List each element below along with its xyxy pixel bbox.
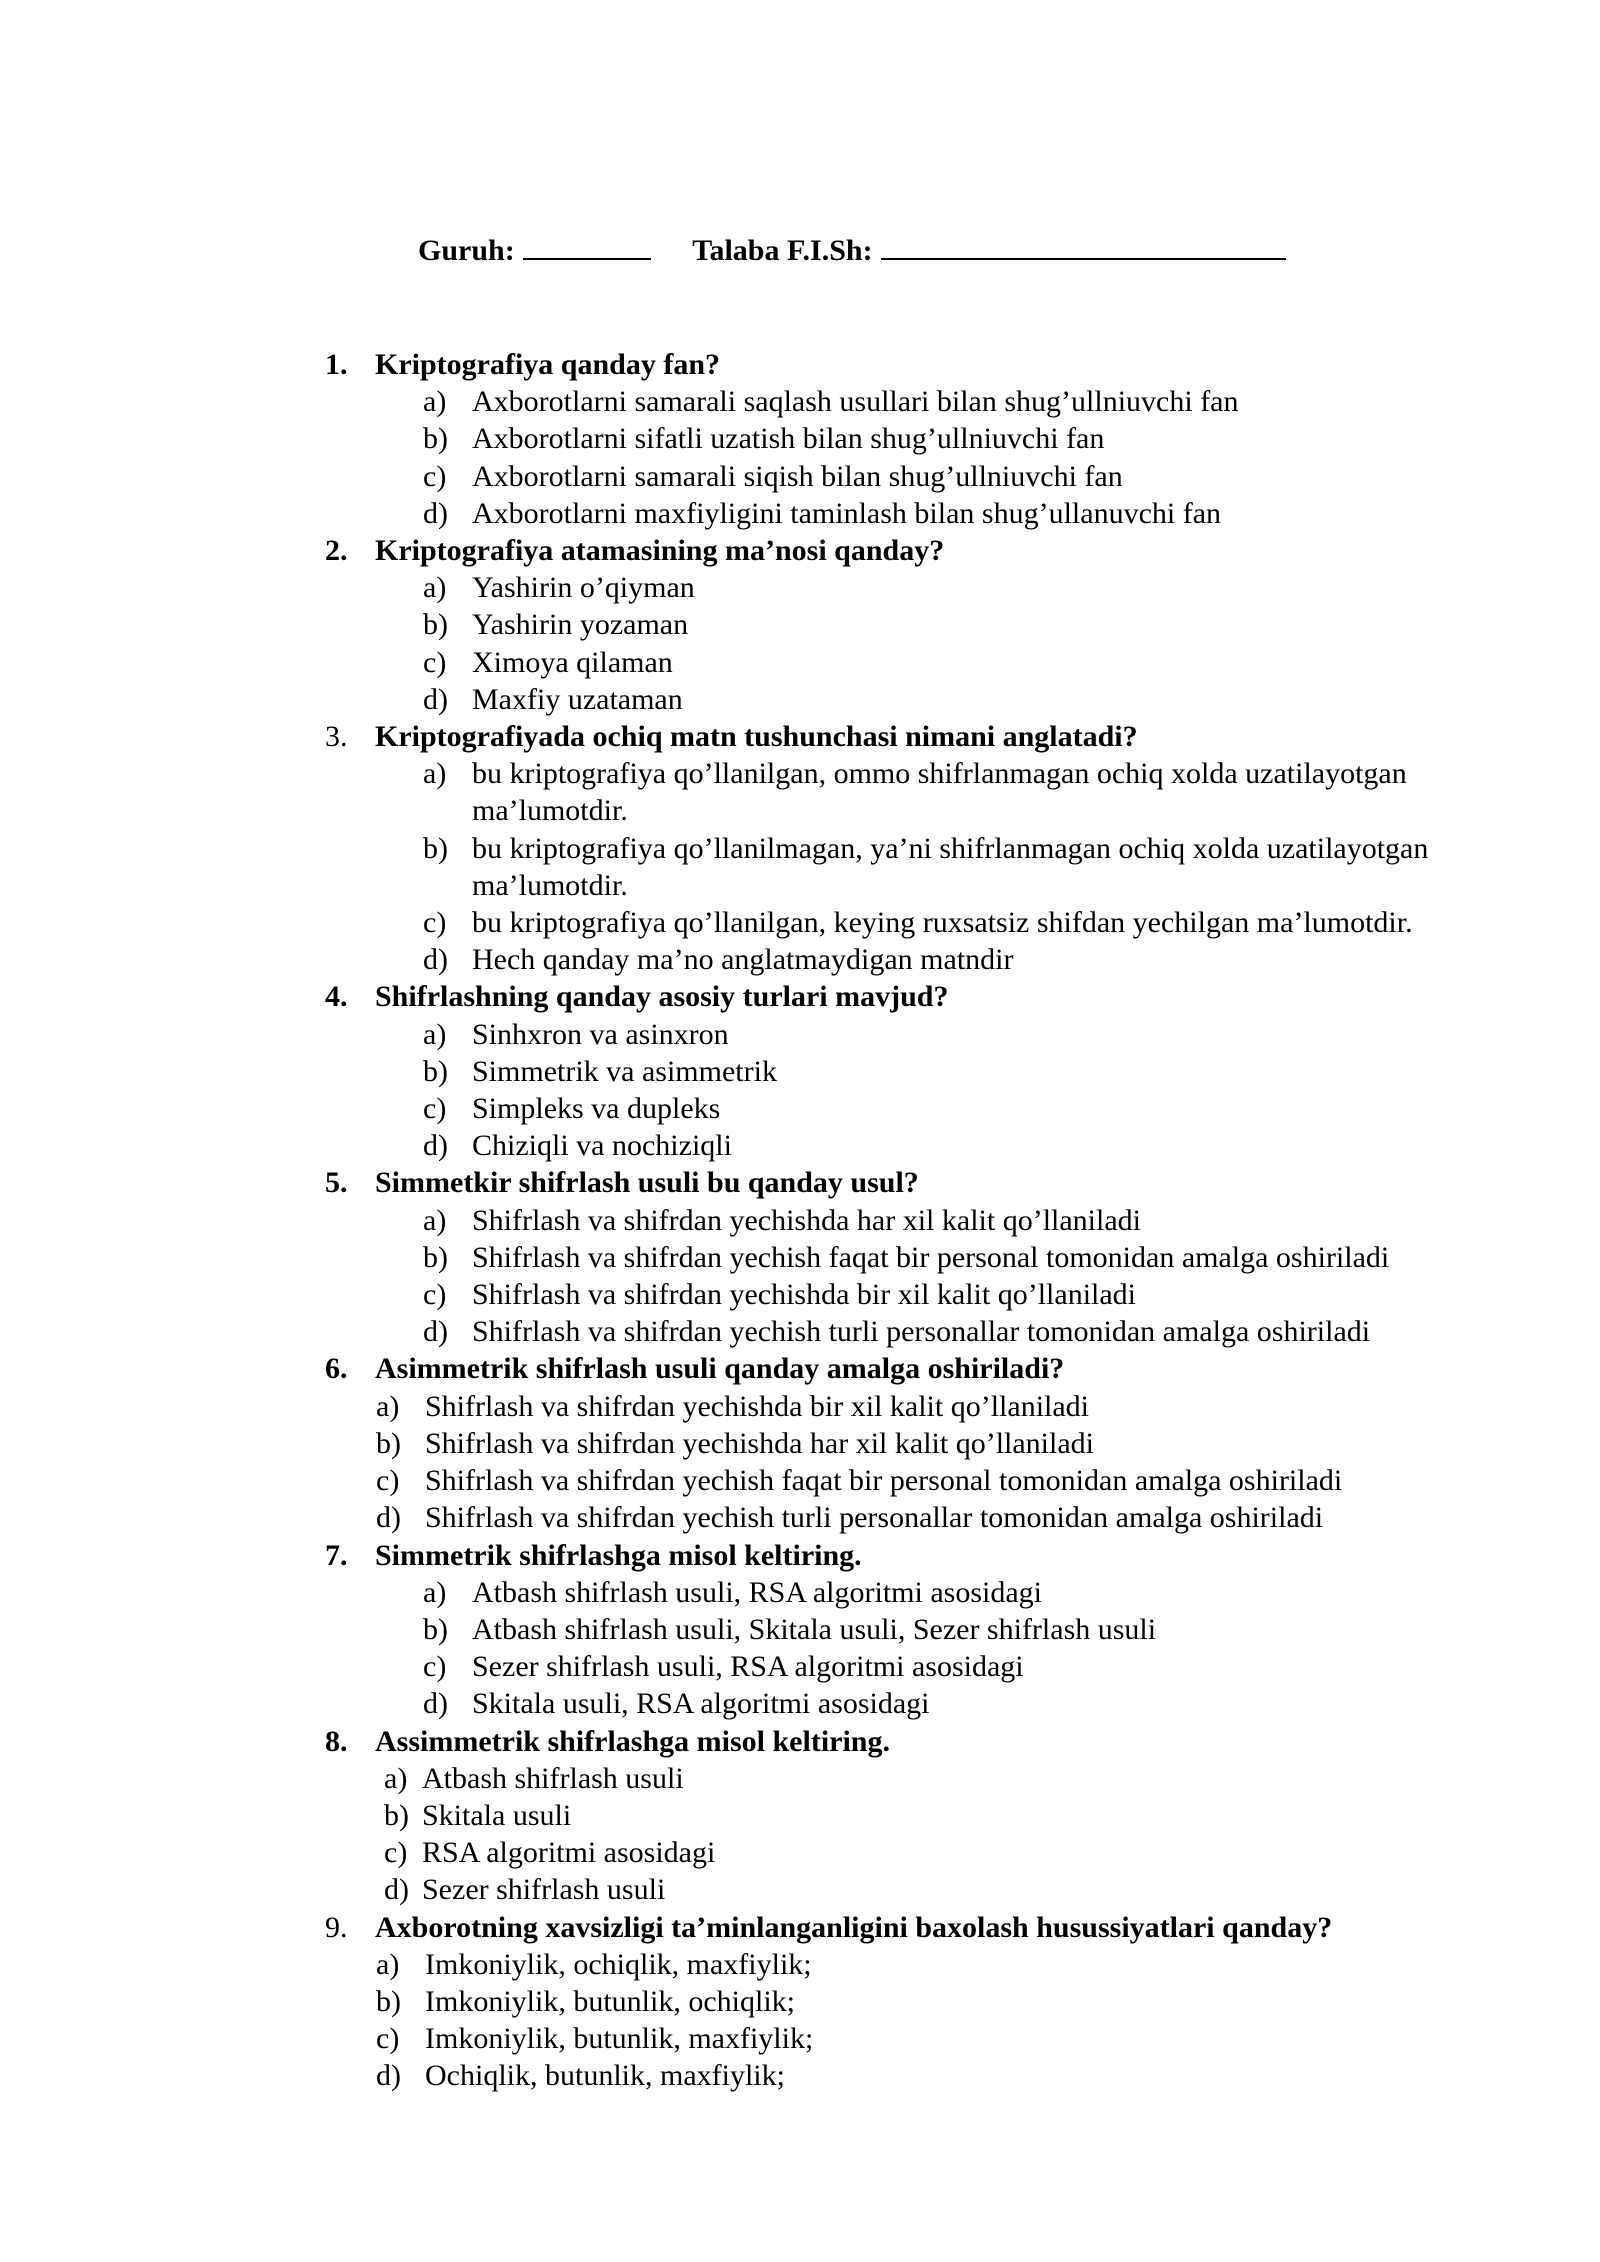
question-text: Simmetkir shifrlash usuli bu qanday usul? [375,1166,919,1200]
option-label: d) [423,943,448,977]
option-text: Imkoniylik, butunlik, maxfiylik; [425,2022,814,2056]
question-text: Kriptografiya atamasining ma’nosi qanday? [375,534,945,568]
question-3 [0,718,1600,755]
question-number: 1. [325,348,348,381]
option-text: Axborotlarni sifatli uzatish bilan shug’ullniuvchi fan [472,422,1105,456]
option-label: b) [423,422,448,456]
group-blank-line[interactable] [523,232,651,260]
question-number: 3. [325,720,348,754]
question-text: Assimmetrik shifrlashga misol keltiring. [375,1724,890,1758]
option-text: Ochiqlik, butunlik, maxfiylik; [425,2059,785,2093]
answer-option[interactable] [0,1499,1600,1536]
quiz-questions [0,346,1600,2095]
option-label: b) [423,831,448,865]
answer-option[interactable] [0,1090,1600,1127]
answer-option[interactable] [0,383,1600,420]
option-label: b) [423,608,448,642]
answer-option[interactable] [0,830,1600,904]
option-text: bu kriptografiya qo’llanilmagan, ya’ni shifrlanmagan ochiq xolda uzatilayotgan ma’lumotdir. [472,831,1429,902]
option-text: Shifrlash va shifrdan yechish faqat bir personal tomonidan amalga oshiriladi [425,1464,1343,1498]
option-label: c) [423,1092,447,1126]
answer-option[interactable] [0,1239,1600,1276]
question-5 [0,1164,1600,1201]
option-label: d) [376,1501,401,1535]
answer-option[interactable] [0,1276,1600,1313]
answer-option[interactable] [0,1946,1600,1983]
student-name-field [692,232,1285,268]
question-9 [0,1909,1600,1946]
option-text: Shifrlash va shifrdan yechishda har xil kalit qo’llaniladi [425,1426,1094,1460]
question-number: 5. [325,1166,348,1200]
answer-option[interactable] [0,1648,1600,1685]
option-label: a) [423,385,447,419]
answer-option[interactable] [0,1127,1600,1164]
option-text: RSA algoritmi asosidagi [422,1836,716,1870]
student-name-label: Talaba F.I.Sh: [692,234,873,267]
option-label: a) [376,1947,400,1981]
option-text: Hech qanday ma’no anglatmaydigan matndir [472,943,1014,977]
option-text: Ximoya qilaman [472,645,673,679]
option-label: d) [423,1687,448,1721]
option-label: a) [423,1017,447,1051]
question-number: 7. [325,1538,348,1572]
question-4 [0,978,1600,1015]
option-label: c) [376,1464,400,1498]
option-label: d) [376,2059,401,2093]
question-6 [0,1350,1600,1387]
option-label: d) [423,682,448,716]
question-text: Asimmetrik shifrlash usuli qanday amalga oshiriladi? [375,1352,1065,1386]
question-number: 6. [325,1352,348,1386]
student-name-blank-line[interactable] [881,232,1286,260]
answer-option[interactable] [0,1611,1600,1648]
option-label: a) [376,1389,400,1423]
answer-option[interactable] [0,1313,1600,1350]
option-label: d) [423,496,448,530]
answer-option[interactable] [0,1797,1600,1834]
question-text: Axborotning xavsizligi ta’minlanganligini baxolash husussiyatlari qanday? [375,1910,1333,1944]
answer-option[interactable] [0,569,1600,606]
option-label: c) [384,1836,408,1870]
option-text: Skitala usuli [422,1798,572,1832]
answer-option[interactable] [0,606,1600,643]
question-7 [0,1537,1600,1574]
option-text: Atbash shifrlash usuli, RSA algoritmi asosidagi [472,1575,1042,1609]
option-label: d) [384,1873,409,1907]
question-text: Kriptografiyada ochiq matn tushunchasi nimani anglatadi? [375,720,1138,754]
student-info-header [418,232,1286,268]
option-label: b) [423,1612,448,1646]
answer-option[interactable] [0,1462,1600,1499]
question-8 [0,1723,1600,1760]
option-text: bu kriptografiya qo’llanilgan, ommo shifrlanmagan ochiq xolda uzatilayotgan ma’lumotdir. [472,757,1407,828]
question-1 [0,346,1600,383]
option-text: Shifrlash va shifrdan yechish faqat bir personal tomonidan amalga oshiriladi [472,1240,1390,1274]
option-text: bu kriptografiya qo’llanilgan, keying ruxsatsiz shifdan yechilgan ma’lumotdir. [472,906,1413,940]
question-number: 8. [325,1724,348,1758]
group-field [418,232,651,268]
option-text: Shifrlash va shifrdan yechish turli personallar tomonidan amalga oshiriladi [472,1315,1371,1349]
option-label: a) [423,1575,447,1609]
answer-option[interactable] [0,681,1600,718]
option-label: c) [423,459,447,493]
option-label: d) [423,1129,448,1163]
option-label: c) [423,1278,447,1312]
question-number: 4. [325,980,348,1014]
option-text: Sezer shifrlash usuli [422,1873,666,1907]
answer-option[interactable] [0,755,1600,829]
option-text: Sinhxron va asinxron [472,1017,729,1051]
answer-option[interactable] [0,1983,1600,2020]
option-text: Axborotlarni maxfiyligini taminlash bilan shug’ullanuvchi fan [472,496,1222,530]
option-text: Shifrlash va shifrdan yechishda bir xil kalit qo’llaniladi [425,1389,1090,1423]
option-label: c) [423,906,447,940]
question-text: Kriptografiya qanday fan? [375,348,721,381]
option-text: Yashirin yozaman [472,608,689,642]
option-label: a) [423,1203,447,1237]
option-text: Imkoniylik, ochiqlik, maxfiylik; [425,1947,812,1981]
answer-option[interactable] [0,1834,1600,1871]
option-text: Shifrlash va shifrdan yechishda bir xil kalit qo’llaniladi [472,1278,1137,1312]
answer-option[interactable] [0,904,1600,941]
option-text: Sezer shifrlash usuli, RSA algoritmi asosidagi [472,1650,1024,1684]
option-text: Imkoniylik, butunlik, ochiqlik; [425,1984,795,2018]
question-number: 9. [325,1910,348,1944]
option-label: c) [423,1650,447,1684]
answer-option[interactable] [0,1871,1600,1908]
option-text: Axborotlarni samarali saqlash usullari bilan shug’ullniuvchi fan [472,385,1239,419]
answer-option[interactable] [0,420,1600,457]
answer-option[interactable] [0,1425,1600,1462]
answer-option[interactable] [0,2020,1600,2057]
answer-option[interactable] [0,1202,1600,1239]
group-label: Guruh: [418,234,515,267]
option-label: b) [423,1240,448,1274]
question-number: 2. [325,534,348,568]
question-text: Shifrlashning qanday asosiy turlari mavjud? [375,980,949,1014]
option-label: c) [376,2022,400,2056]
option-text: Shifrlash va shifrdan yechish turli personallar tomonidan amalga oshiriladi [425,1501,1324,1535]
answer-option[interactable] [0,2057,1600,2094]
option-text: Atbash shifrlash usuli [422,1761,684,1795]
answer-option[interactable] [0,458,1600,495]
option-label: a) [423,571,447,605]
answer-option[interactable] [0,495,1600,532]
option-label: b) [376,1984,401,2018]
option-text: Chiziqli va nochiziqli [472,1129,732,1163]
option-text: Skitala usuli, RSA algoritmi asosidagi [472,1687,930,1721]
option-label: b) [423,1054,448,1088]
option-label: b) [376,1426,401,1460]
option-label: b) [384,1798,409,1832]
option-label: a) [384,1761,408,1795]
answer-option[interactable] [0,941,1600,978]
option-text: Shifrlash va shifrdan yechishda har xil kalit qo’llaniladi [472,1203,1141,1237]
answer-option[interactable] [0,1053,1600,1090]
option-label: d) [423,1315,448,1349]
option-text: Axborotlarni samarali siqish bilan shug’ullniuvchi fan [472,459,1123,493]
question-text: Simmetrik shifrlashga misol keltiring. [375,1538,862,1572]
answer-option[interactable] [0,644,1600,681]
option-text: Maxfiy uzataman [472,682,683,716]
option-text: Simpleks va dupleks [472,1092,721,1126]
question-2 [0,532,1600,569]
option-text: Yashirin o’qiyman [472,571,695,605]
answer-option[interactable] [0,1388,1600,1425]
option-label: c) [423,645,447,679]
answer-option[interactable] [0,1016,1600,1053]
answer-option[interactable] [0,1574,1600,1611]
option-label: a) [423,757,447,791]
answer-option[interactable] [0,1760,1600,1797]
option-text: Simmetrik va asimmetrik [472,1054,777,1088]
option-text: Atbash shifrlash usuli, Skitala usuli, Sezer shifrlash usuli [472,1612,1157,1646]
answer-option[interactable] [0,1685,1600,1722]
